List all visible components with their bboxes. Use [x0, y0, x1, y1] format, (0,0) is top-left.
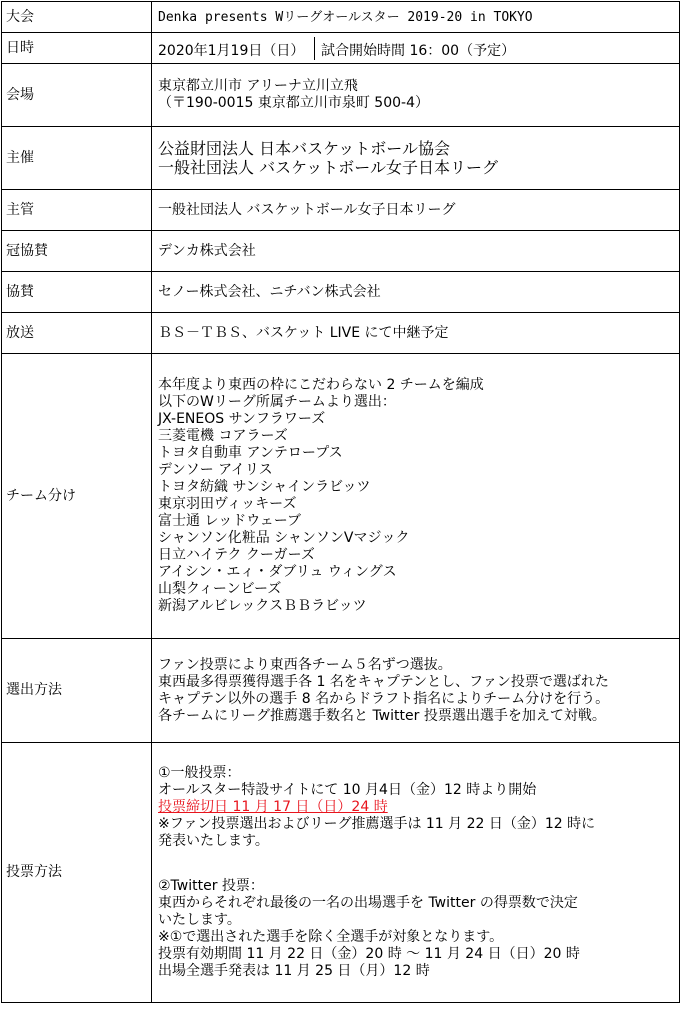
twitter-vote-line-2: いたします。: [158, 912, 241, 928]
value-voting: [152, 743, 680, 1003]
selection-line: キャプテン以外の選手 8 名からドラフト指名によりチーム分けを行う。: [158, 690, 610, 707]
vote-section-gap: [158, 850, 675, 878]
row-title-sponsor: [2, 231, 680, 272]
value-sponsors: セノー株式会社、ニチバン株式会社: [152, 272, 680, 313]
value-tournament: Denka presents Wリーグオールスター 2019-20 in TOKYO: [152, 2, 680, 33]
general-vote-deadline: 投票締切日 11 月 17 日（日）24 時: [158, 799, 388, 815]
team-item: デンソー アイリス: [158, 462, 273, 478]
row-organizer: [2, 127, 680, 190]
team-item: 山梨クィーンビーズ: [158, 581, 282, 597]
team-item: 東京羽田ヴィッキーズ: [158, 496, 297, 512]
general-vote-title: ①一般投票：: [158, 765, 241, 781]
twitter-vote-line-3: ※①で選出された選手を除く全選手が対象となります。: [158, 929, 504, 945]
venue-name: 東京都立川市 アリーナ立川立飛: [158, 78, 358, 94]
start-time: 試合開始時間 16：00（予定）: [321, 42, 516, 59]
value-title-sponsor: デンカ株式会社: [152, 231, 680, 272]
row-teams: [2, 354, 680, 639]
team-item: 富士通 レッドウェーブ: [158, 513, 302, 529]
organizer-1: 公益財団法人 日本バスケットボール協会: [158, 139, 450, 158]
row-venue: [2, 64, 680, 127]
twitter-vote-line-4: 投票有効期間 11 月 22 日（金）20 時 ～ 11 月 24 日（日）20 時: [158, 946, 580, 962]
team-item: 日立ハイテク クーガーズ: [158, 547, 315, 563]
general-vote-start: オールスター特設サイトにて 10 月4日（金）12 時より開始: [158, 782, 537, 798]
label-voting: 投票方法: [2, 743, 152, 1003]
event-date: 2020年1月19日（日）: [152, 37, 315, 60]
organizer-2: 一般社団法人 バスケットボール女子日本リーグ: [158, 158, 498, 177]
value-broadcast: ＢＳ－ＴＢＳ、バスケット LIVE にて中継予定: [152, 313, 680, 354]
label-management: 主管: [2, 190, 152, 231]
label-broadcast: 放送: [2, 313, 152, 354]
twitter-vote-line-5: 出場全選手発表は 11 月 25 日（月）12 時: [158, 963, 430, 979]
value-selection: [152, 639, 680, 743]
row-sponsors: [2, 272, 680, 313]
selection-line: 各チームにリーグ推薦選手数名と Twitter 投票選出選手を加えて対戦。: [158, 707, 606, 724]
label-title-sponsor: 冠協賛: [2, 231, 152, 272]
value-management: 一般社団法人 バスケットボール女子日本リーグ: [152, 190, 680, 231]
label-organizer: 主催: [2, 127, 152, 190]
selection-line: 東西最多得票獲得選手各 1 名をキャプテンとし、ファン投票で選ばれた: [158, 673, 609, 690]
label-datetime: 日時: [2, 33, 152, 64]
team-item: 三菱電機 コアラーズ: [158, 428, 288, 444]
row-voting: [2, 743, 680, 1003]
row-tournament: [2, 2, 680, 33]
value-datetime: [152, 33, 680, 64]
label-sponsors: 協賛: [2, 272, 152, 313]
selection-line: ファン投票により東西各チーム５名ずつ選抜。: [158, 656, 452, 673]
event-info-table: [1, 1, 680, 1003]
team-item: シャンソン化粧品 シャンソンVマジック: [158, 530, 410, 546]
general-vote-note-1: ※ファン投票選出およびリーグ推薦選手は 11 月 22 日（金）12 時に: [158, 816, 596, 832]
teams-intro-2: 以下のWリーグ所属チームより選出：: [158, 394, 396, 410]
venue-address: （〒190-0015 東京都立川市泉町 500-4）: [158, 95, 429, 111]
row-selection: [2, 639, 680, 743]
row-datetime: [2, 33, 680, 64]
value-teams: [152, 354, 680, 639]
label-selection: 選出方法: [2, 639, 152, 743]
teams-intro-1: 本年度より東西の枠にこだわらない 2 チームを編成: [158, 377, 484, 393]
row-management: [2, 190, 680, 231]
label-teams: チーム分け: [2, 354, 152, 639]
team-item: アイシン・エィ・ダブリュ ウィングス: [158, 564, 397, 580]
twitter-vote-title: ②Twitter 投票：: [158, 878, 264, 894]
label-tournament: 大会: [2, 2, 152, 33]
team-item: トヨタ自動車 アンテロープス: [158, 445, 343, 461]
team-item: トヨタ紡織 サンシャインラビッツ: [158, 479, 371, 495]
row-broadcast: [2, 313, 680, 354]
value-venue: [152, 64, 680, 127]
team-item: 新潟アルビレックスＢＢラビッツ: [158, 598, 367, 614]
value-organizer: [152, 127, 680, 190]
team-item: JX-ENEOS サンフラワーズ: [158, 411, 326, 427]
label-venue: 会場: [2, 64, 152, 127]
general-vote-note-2: 発表いたします。: [158, 833, 269, 849]
twitter-vote-line-1: 東西からそれぞれ最後の一名の出場選手を Twitter の得票数で決定: [158, 895, 578, 911]
